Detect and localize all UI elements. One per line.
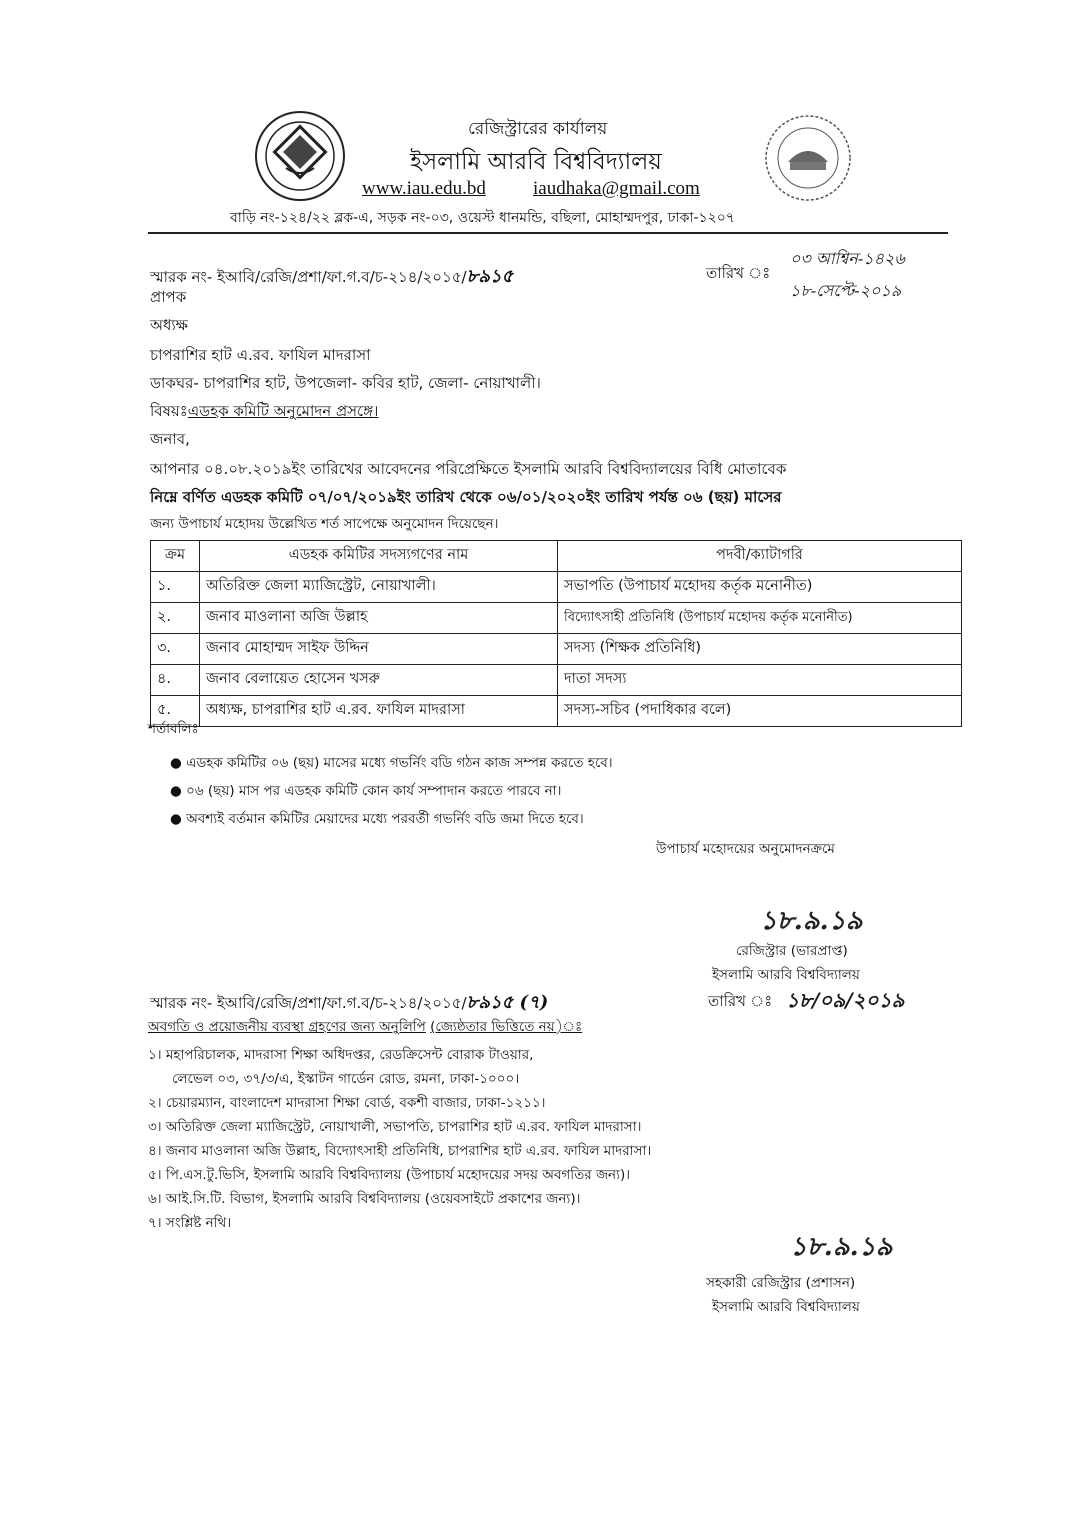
cc-item: ৪। জনাব মাওলানা অজি উল্লাহ, বিদ্যোৎসাহী প্রতিনিধি, চাপরাশির হাট এ.রব. ফাযিল মাদরাসা।: [148, 1143, 652, 1159]
recipient-institution: চাপরাশির হাট এ.রব. ফাযিল মাদরাসা: [150, 346, 371, 364]
cell-name: অতিরিক্ত জেলা ম্যাজিস্ট্রেট, নোয়াখালী।: [200, 572, 558, 603]
signature-registrar: ১৮.৯.১৯: [760, 906, 863, 936]
memo2-date: ১৮/০৯/২০১৯: [786, 988, 905, 1012]
signature-asst-registrar-title: সহকারী রেজিস্ট্রার (প্রশাসন): [706, 1275, 856, 1291]
memo-handwritten-number: ৮৯১৫: [466, 266, 514, 287]
cc-item: ৭। সংশ্লিষ্ট নথি।: [148, 1215, 232, 1231]
date-label: তারিখ ঃ: [706, 264, 771, 282]
recipient-post: ডাকঘর- চাপরাশির হাট, উপজেলা- কবির হাট, জেলা- নোয়াখালী।: [150, 374, 541, 392]
memo-label: স্মারক নং- ইআবি/রেজি/প্রশা/ফা.গ.ব/চ-২১৪/২০১৫/: [150, 268, 467, 286]
university-logo: [252, 108, 348, 204]
approval-note: উপাচার্য মহোদয়ের অনুমোদনক্রমে: [656, 841, 835, 857]
cell-designation: সভাপতি (উপাচার্য মহোদয় কর্তৃক মনোনীত): [558, 572, 962, 603]
cc-heading-note: (জ্যেষ্ঠতার ভিত্তিতে নয়)ঃ: [430, 1019, 583, 1035]
subject: [150, 400, 378, 425]
cell-serial: ২.: [151, 603, 200, 634]
table-row: [151, 572, 962, 603]
table-row: [151, 665, 962, 696]
col-header-designation: পদবী/ক্যাটাগরি: [558, 541, 962, 572]
cc-heading-text: অবগতি ও প্রয়োজনীয় ব্যবস্থা গ্রহণের জন্য অনুলিপি: [148, 1019, 426, 1035]
date-english: ১৮-সেপ্টে-২০১৯: [790, 281, 902, 300]
conditions-label: শর্তাবলিঃ: [148, 721, 199, 737]
memo2-date-label: তারিখ ঃ: [708, 992, 773, 1010]
cell-designation: সদস্য (শিক্ষক প্রতিনিধি): [558, 634, 962, 665]
body-line-1: আপনার ০৪.০৮.২০১৯ইং তারিখের আবেদনের পরিপ্রেক্ষিতে ইসলামি আরবি বিশ্ববিদ্যালয়ের বিধি মোতাবেক: [150, 460, 787, 478]
signature-asst-registrar: ১৮.৯.১৯: [790, 1232, 893, 1262]
table-row: [151, 696, 962, 727]
cell-serial: ৩.: [151, 634, 200, 665]
subject-label: বিষয়ঃ: [150, 402, 188, 420]
cell-name: জনাব মোহাম্মদ সাইফ উদ্দিন: [200, 634, 558, 665]
committee-table: [150, 540, 962, 727]
memo-number: [150, 262, 513, 293]
table-row: [151, 603, 962, 634]
cc-item: ২। চেয়ারম্যান, বাংলাদেশ মাদরাসা শিক্ষা বোর্ড, বকশী বাজার, ঢাকা-১২১১।: [148, 1095, 546, 1111]
cc-item: ৬। আই.সি.টি. বিভাগ, ইসলামি আরবি বিশ্ববিদ্যালয় (ওয়েবসাইটে প্রকাশের জন্য)।: [148, 1191, 581, 1207]
cc-item: লেভেল ০৩, ৩৭/৩/এ, ইস্কাটন গার্ডেন রোড, রমনা, ঢাকা-১০০০।: [172, 1071, 520, 1087]
memo2-handwritten-number: ৮৯১৫ (৭): [466, 992, 549, 1013]
condition-item: ● ০৬ (ছয়) মাস পর এডহক কমিটি কোন কার্য সম্পাদান করতে পারবে না।: [170, 783, 562, 799]
header-divider: [148, 232, 948, 234]
body-line-2: নিম্নে বর্ণিত এডহক কমিটি ০৭/০৭/২০১৯ইং তারিখ থেকে ০৬/০১/২০২০ইং তারিখ পর্যন্ত ০৬ (ছয়) মাসের: [150, 488, 782, 506]
cell-serial: ৫.: [151, 696, 200, 727]
memo2-label: স্মারক নং- ইআবি/রেজি/প্রশা/ফা.গ.ব/চ-২১৪/২০১৫/: [150, 994, 467, 1012]
email-link[interactable]: iaudhaka@gmail.com: [533, 178, 700, 199]
signature-registrar-title: রেজিস্ট্রার (ভারপ্রাপ্ত): [736, 943, 848, 959]
body-line-3: জন্য উপাচার্য মহোদয় উল্লেখিত শর্ত সাপেক্ষে অনুমোদন দিয়েছেন।: [150, 516, 499, 532]
cell-designation: দাতা সদস্য: [558, 665, 962, 696]
address: বাড়ি নং-১২৪/২২ ব্লক-এ, সড়ক নং-০৩, ওয়েস্ট ধানমন্ডি, বছিলা, মোহাম্মদপুর, ঢাকা-১২০৭: [230, 210, 735, 226]
university-name: ইসলামি আরবি বিশ্ববিদ্যালয়: [410, 149, 662, 175]
cell-name: জনাব মাওলানা অজি উল্লাহ: [200, 603, 558, 634]
cc-item: ৩। অতিরিক্ত জেলা ম্যাজিস্ট্রেট, নোয়াখালী, সভাপতি, চাপরাশির হাট এ.রব. ফাযিল মাদরাসা।: [148, 1119, 642, 1135]
cell-designation: বিদ্যোৎসাহী প্রতিনিধি (উপাচার্য মহোদয় কর্তৃক মনোনীত): [558, 603, 962, 634]
condition-item: ● অবশ্যই বর্তমান কমিটির মেয়াদের মধ্যে পরবর্তী গভর্নিং বডি জমা দিতে হবে।: [170, 811, 584, 827]
condition-text: অবশ্যই বর্তমান কমিটির মেয়াদের মধ্যে পরবর্তী গভর্নিং বডি জমা দিতে হবে।: [186, 811, 584, 827]
condition-text: ০৬ (ছয়) মাস পর এডহক কমিটি কোন কার্য সম্পাদান করতে পারবে না।: [186, 783, 562, 799]
col-header-name: এডহক কমিটির সদস্যগণের নাম: [200, 541, 558, 572]
cc-heading: [148, 1016, 582, 1039]
memo2-number: [150, 988, 548, 1019]
date-bangla: ০৩ আশ্বিন-১৪২৬: [790, 249, 905, 268]
office-name: রেজিস্ট্রারের কার্যালয়: [468, 119, 608, 139]
cell-serial: ১.: [151, 572, 200, 603]
cell-serial: ৪.: [151, 665, 200, 696]
cell-name: অধ্যক্ষ, চাপরাশির হাট এ.রব. ফাযিল মাদরাসা: [200, 696, 558, 727]
cell-designation: সদস্য-সচিব (পদাধিকার বলে): [558, 696, 962, 727]
recipient-label: প্রাপক: [150, 288, 187, 306]
col-header-serial: ক্রম: [151, 541, 200, 572]
cell-name: জনাব বেলায়েত হোসেন খসরু: [200, 665, 558, 696]
cc-item: ১। মহাপরিচালক, মাদরাসা শিক্ষা অধিদপ্তর, রেডক্রিসেন্ট বোরাক টাওয়ার,: [148, 1047, 534, 1063]
salutation: জনাব,: [150, 430, 190, 448]
subject-text: এডহক কমিটি অনুমোদন প্রসঙ্গে।: [187, 402, 379, 420]
signature-registrar-org: ইসলামি আরবি বিশ্ববিদ্যালয়: [712, 967, 860, 983]
cc-item: ৫। পি.এস.টু.ভিসি, ইসলামি আরবি বিশ্ববিদ্যালয় (উপাচার্য মহোদয়ের সদয় অবগতির জন্য)।: [148, 1167, 631, 1183]
recipient-title: অধ্যক্ষ: [150, 316, 188, 334]
table-header-row: [151, 541, 962, 572]
table-row: [151, 634, 962, 665]
signature-asst-registrar-org: ইসলামি আরবি বিশ্ববিদ্যালয়: [712, 1299, 860, 1315]
website-link[interactable]: www.iau.edu.bd: [362, 178, 486, 199]
condition-text: এডহক কমিটির ০৬ (ছয়) মাসের মধ্যে গভর্নিং বডি গঠন কাজ সম্পন্ন করতে হবে।: [186, 755, 613, 771]
condition-item: ● এডহক কমিটির ০৬ (ছয়) মাসের মধ্যে গভর্নিং বডি গঠন কাজ সম্পন্ন করতে হবে।: [170, 755, 613, 771]
emblem-seal-icon: [762, 112, 854, 204]
